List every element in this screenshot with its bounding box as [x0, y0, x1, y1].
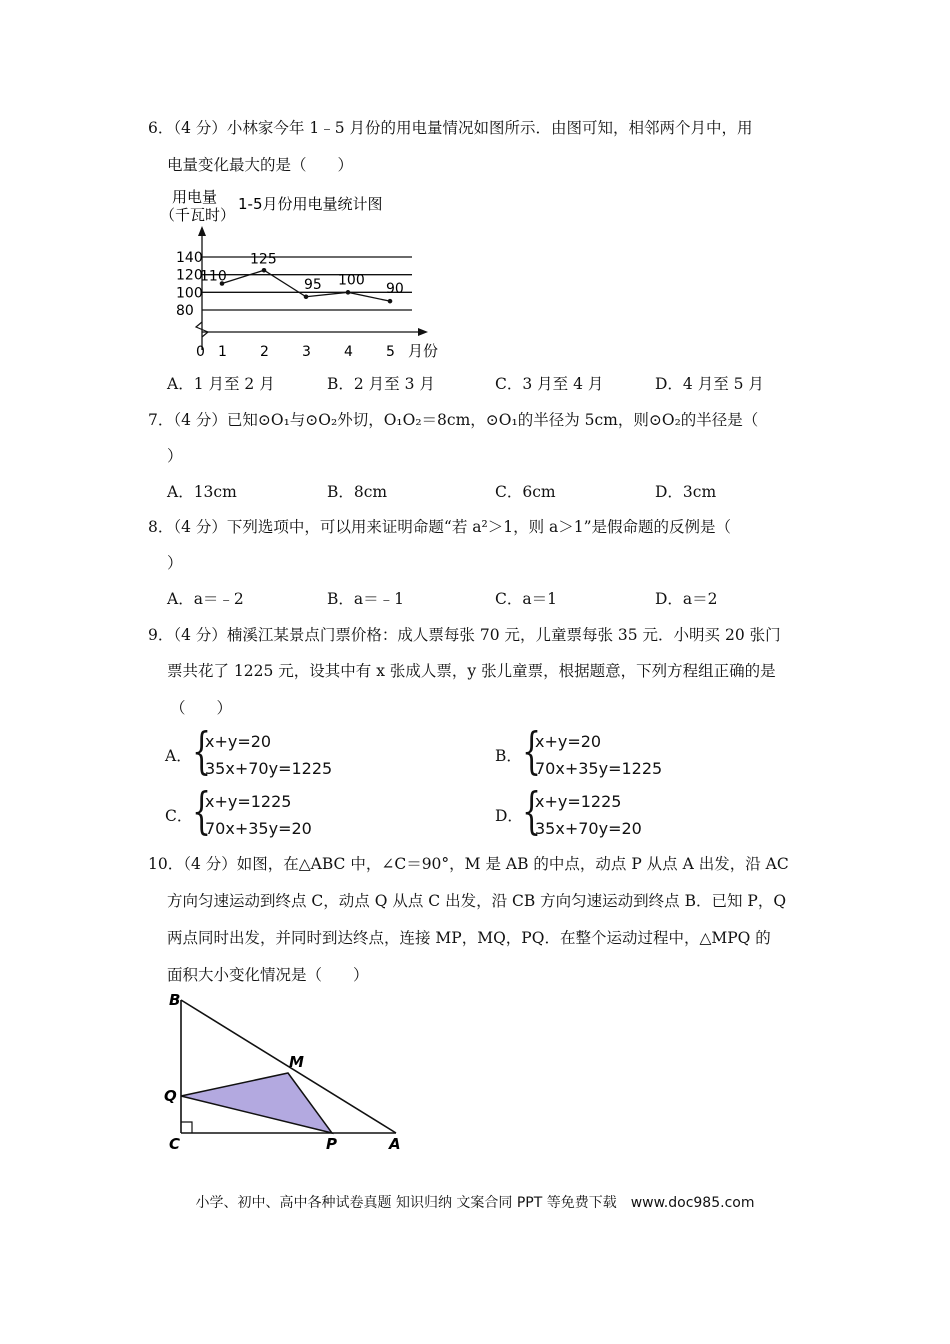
label-a: A: [389, 1135, 401, 1153]
data-point: [346, 290, 351, 295]
q9-option-d-brace: {: [522, 782, 542, 840]
triangle-mpq: [181, 1073, 332, 1133]
right-angle-mark: [181, 1122, 192, 1133]
chart-points: [200, 251, 404, 303]
x-tick-label: 3: [302, 344, 311, 360]
label-q: Q: [164, 1087, 177, 1105]
data-label: 110: [200, 268, 227, 285]
q7-option-a: A．13cm: [167, 483, 237, 501]
q6-line-1: 6．（4 分）小林家今年 1﹣5 月份的用电量情况如图所示．由图可知，相邻两个月中，用: [148, 119, 753, 137]
chart-x-ticks: [196, 344, 395, 360]
q6-option-c: C．3 月至 4 月: [495, 375, 604, 393]
label-p: P: [326, 1135, 337, 1153]
q9-option-c-brace: {: [192, 782, 212, 840]
q6-option-b: B．2 月至 3 月: [327, 375, 435, 393]
label-b: B: [169, 991, 181, 1009]
q8-line-1: 8．（4 分）下列选项中，可以用来证明命题“若 a²＞1，则 a＞1”是假命题的反例是（: [148, 518, 732, 536]
q9-line-1: 9．（4 分）楠溪江某景点门票价格：成人票每张 70 元，儿童票每张 35 元．小明买 20 张门: [148, 626, 781, 644]
q6-line-chart: [160, 182, 460, 362]
q9-option-d-eq2: 35x+70y=20: [535, 819, 642, 838]
q9-line-2: 票共花了 1225 元，设其中有 x 张成人票，y 张儿童票，根据题意，下列方程组正确的是: [167, 662, 776, 680]
q8-option-d: D．a＝2: [655, 590, 718, 608]
q7-line-2: ）: [167, 447, 183, 465]
x-tick-label: 0: [196, 344, 205, 360]
x-tick-label: 1: [218, 344, 227, 360]
q6-line-2: 电量变化最大的是（ ）: [167, 156, 354, 174]
q10-line-4: 面积大小变化情况是（ ）: [167, 966, 369, 984]
q9-option-a-brace: {: [192, 722, 212, 780]
q10-line-1: 10．（4 分）如图，在△ABC 中，∠C＝90°，M 是 AB 的中点，动点 P 从点 A 出发，沿 AC: [148, 855, 789, 873]
y-tick-label: 100: [176, 285, 203, 302]
q9-option-d-eq1: x+y=1225: [535, 792, 622, 811]
x-axis-arrow: [418, 328, 428, 336]
x-tick-label: 2: [260, 344, 269, 360]
q8-option-a: A．a＝﹣2: [167, 590, 244, 608]
chart-xlabel: 月份: [408, 342, 439, 360]
x-tick-label: 5: [386, 344, 395, 360]
x-tick-label: 4: [344, 344, 353, 360]
q7-option-d: D．3cm: [655, 483, 717, 501]
q9-line-3: （ ）: [170, 699, 233, 717]
q10-triangle-figure: [160, 990, 410, 1160]
q9-option-a-eq1: x+y=20: [205, 732, 272, 751]
y-tick-label: 140: [176, 250, 203, 266]
data-label: 125: [250, 251, 277, 268]
data-point: [388, 299, 393, 304]
q7-option-c: C．6cm: [495, 483, 556, 501]
q9-option-a-eq2: 35x+70y=1225: [205, 759, 333, 778]
q9-option-b-eq1: x+y=20: [535, 732, 602, 751]
q7-line-1: 7．（4 分）已知⊙O₁与⊙O₂外切，O₁O₂＝8cm，⊙O₁的半径为 5cm，则⊙O₂的半径是（: [148, 411, 759, 429]
q8-line-2: ）: [167, 554, 183, 572]
y-tick-label: 80: [176, 303, 194, 319]
q8-option-b: B．a＝﹣1: [327, 590, 404, 608]
chart-ylabel-line2: （千瓦时）: [160, 206, 236, 224]
q6-option-d: D．4 月至 5 月: [655, 375, 764, 393]
q9-option-a-label: A．: [165, 747, 192, 765]
y-axis-arrow: [198, 226, 206, 236]
page-footer: 小学、初中、高中各种试卷真题 知识归纳 文案合同 PPT 等免费下载 www.doc985.com: [195, 1195, 755, 1211]
label-m: M: [289, 1053, 304, 1071]
q8-option-c: C．a＝1: [495, 590, 557, 608]
y-tick-label: 120: [176, 267, 203, 284]
data-point: [262, 268, 267, 273]
q9-option-c-label: C．: [165, 807, 193, 825]
q9-option-b-brace: {: [522, 722, 542, 780]
chart-y-ticks: [176, 250, 203, 319]
q7-option-b: B．8cm: [327, 483, 388, 501]
chart-ylabel-line1: 用电量: [172, 188, 218, 206]
q9-option-c-eq2: 70x+35y=20: [205, 819, 312, 838]
data-label: 90: [386, 281, 404, 298]
q10-line-2: 方向匀速运动到终点 C，动点 Q 从点 C 出发，沿 CB 方向匀速运动到终点 B．已知 P，Q: [167, 892, 787, 910]
q9-option-d-label: D．: [495, 807, 523, 825]
q6-option-a: A．1 月至 2 月: [167, 375, 275, 393]
data-label: 95: [304, 276, 322, 293]
data-label: 100: [338, 272, 365, 289]
q9-option-b-eq2: 70x+35y=1225: [535, 759, 663, 778]
q9-option-b-label: B．: [495, 747, 522, 765]
q10-line-3: 两点同时出发，并同时到达终点，连接 MP，MQ，PQ．在整个运动过程中，△MPQ 的: [167, 929, 771, 947]
label-c: C: [169, 1135, 181, 1153]
q9-option-c-eq1: x+y=1225: [205, 792, 292, 811]
chart-title: 1-5月份用电量统计图: [238, 195, 383, 213]
data-point: [304, 294, 309, 299]
